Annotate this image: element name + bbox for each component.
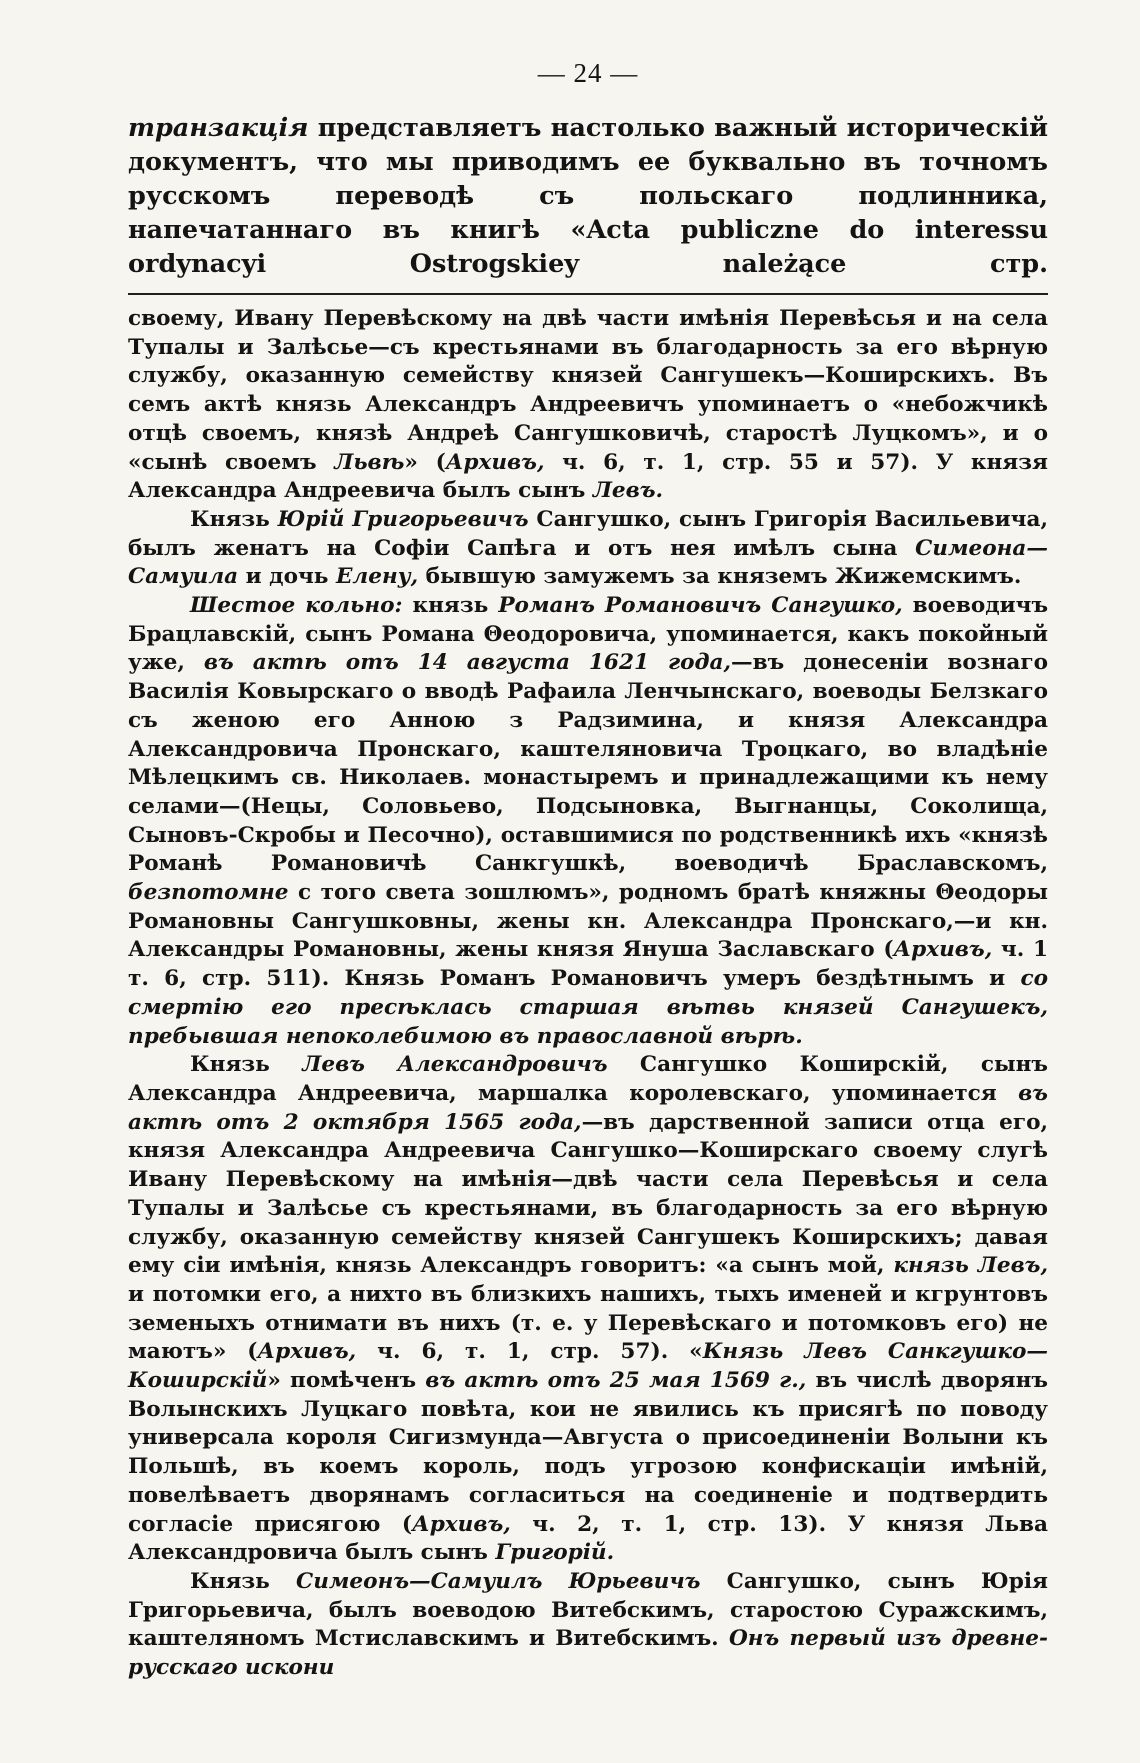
footnote-text <box>128 305 1048 1683</box>
italic-segment: Романъ Романовичъ Сангушко, <box>498 593 903 619</box>
intro-paragraph <box>128 111 1048 281</box>
body-paragraph <box>128 1051 1048 1568</box>
italic-segment: Юрій Григорьевичъ <box>277 506 529 532</box>
text-segment: Князь <box>190 1052 303 1078</box>
text-segment: ч. 6, т. 1, стр. 55 и 57). У князя Александра Андреевича былъ сынъ <box>128 449 1048 504</box>
page-number: — 24 — <box>537 58 639 88</box>
italic-segment: Архивъ, <box>445 449 545 475</box>
text-segment: воеводичъ Брацлавскій, сынъ Романа Θеодоровича, упоминается, какъ покойный уже, <box>128 593 1049 676</box>
italic-segment: въ актѣ отъ 25 мая 1569 г., <box>425 1368 807 1394</box>
text-segment: Сангушко, сынъ Григорія Васильевича, былъ женатъ на Софіи Сапѣга и отъ нея имѣлъ сына <box>128 506 1048 561</box>
italic-segment: Левъ Александровичъ <box>302 1052 608 1078</box>
intro-block <box>128 111 1048 281</box>
intro-text: представляетъ настолько важный историческій документъ, что мы приводимъ ее буквально въ точномъ русскомъ переводѣ съ польскаго подлинника, напечатаннаго въ книгѣ «Acta publiczne do interessu ordynacyi Ostrogskiey należące стр. <box>128 113 1048 279</box>
book-page <box>128 58 1048 1683</box>
italic-segment: Архивъ, <box>412 1511 511 1537</box>
text-segment: князь <box>402 593 499 619</box>
italic-segment: Львѣ <box>334 449 405 475</box>
text-segment: и дочь <box>238 564 336 590</box>
italic-segment: въ актѣ отъ 14 августа 1621 года, <box>203 650 732 676</box>
text-segment: » ( <box>404 449 446 475</box>
italic-segment: Григорій. <box>495 1540 615 1566</box>
italic-segment: Симеонъ—Самуилъ Юрьевичъ <box>296 1568 701 1594</box>
italic-segment: князь Левъ, <box>893 1253 1048 1279</box>
body-paragraph <box>128 305 1048 506</box>
italic-segment: Симеона—Самуила <box>128 535 1048 590</box>
text-segment: Князь <box>190 506 278 532</box>
text-segment: ч. 1 т. 6, стр. 511). Князь Романъ Романовичъ умеръ бездѣтнымъ и <box>128 937 1048 992</box>
intro-lead-italic: транзакція <box>128 113 309 143</box>
text-segment: своему, Ивану Перевѣскому на двѣ части имѣнія Перевѣсья и на села Тупалы и Залѣсье—съ крестьянами въ благодарность за его вѣрную службу, оказанную семейству князей Сангушекъ—Коширскихъ. Въ семъ актѣ князь Александръ Андреевичъ упоминаетъ о «небожчикѣ отцѣ своемъ, князѣ Андреѣ Сангушковичѣ, старостѣ Луцкомъ», и о «сынѣ своемъ <box>128 306 1048 475</box>
italic-segment: Архивъ, <box>893 937 993 963</box>
text-segment: —въ дарственной записи отца его, князя Александра Андреевича Сангушко—Коширскаго своему слугѣ Ивану Перевѣскому на имѣнія—двѣ части села Перевѣсья и села Тупалы и Залѣсье съ крестьянами, въ благодарность за его вѣрную службу, оказанную семейству князей Сангушекъ Коширскихъ; давая ему сіи имѣнія, князь Александръ говоритъ: «а сынъ мой, <box>128 1109 1048 1279</box>
text-segment: бывшую замужемъ за княземъ Жижемскимъ. <box>418 564 1022 590</box>
text-segment: Сангушко, сынъ Юрія Григорьевича, былъ воеводою Витебскимъ, старостою Суражскимъ, каштеляномъ Мстиславскимъ и Витебскимъ. <box>128 1568 1048 1652</box>
italic-segment: въ актѣ отъ 2 октября 1565 года, <box>128 1080 1048 1135</box>
text-segment: въ числѣ дворянъ Волынскихъ Луцкаго повѣта, кои не явились къ присягѣ по поводу универсала короля Сигизмунда—Августа о присоединеніи Волыни къ Польшѣ, въ коемъ король, подъ угрозою конфискаціи имѣній, повелѣваетъ дворянамъ согласиться на соединеніе и подтвердить согласіе присягою ( <box>128 1368 1048 1537</box>
text-segment: Князь <box>190 1568 297 1594</box>
italic-segment: Онъ первый изъ древне-русскаго искони <box>128 1626 1048 1681</box>
section-divider <box>128 293 1048 295</box>
text-segment: ч. 2, т. 1, стр. 13). У князя Льва Александровича былъ сынъ <box>128 1511 1048 1566</box>
text-segment: » помѣченъ <box>267 1368 426 1394</box>
italic-segment: Елену, <box>335 564 419 590</box>
italic-segment: Архивъ, <box>257 1339 357 1365</box>
italic-segment: безпотомне <box>128 880 289 906</box>
body-paragraph <box>128 592 1048 1051</box>
text-segment: с того света зошлюмъ», родномъ братѣ княжны Θеодоры Романовны Сангушковны, жены кн. Александра Пронскаго,—и кн. Александры Романовны, жены князя Януша Заславскаго ( <box>128 880 1048 963</box>
italic-segment: Князь Левъ Санкгушко—Коширскій <box>128 1339 1048 1394</box>
italic-segment: со смертію его пресѣклась старшая вѣтвь князей Сангушекъ, пребывшая непоколебимою въ православной вѣрѣ. <box>128 966 1048 1049</box>
text-segment: Сангушко Коширскій, сынъ Александра Андреевича, маршалка королевскаго, упоминается <box>128 1052 1048 1106</box>
text-segment: и потомки его, а нихто въ близкихъ нашихъ, тыхъ именей и кгрунтовъ земеныхъ отнимати въ нихъ (т. е. у Перевѣскаго и потомковъ его) не маютъ» ( <box>128 1281 1048 1365</box>
text-segment: ч. 6, т. 1, стр. 57). « <box>356 1339 703 1365</box>
body-paragraph <box>128 1568 1048 1683</box>
text-segment: —въ донесеніи вознаго Василія Ковырскаго о вводѣ Рафаила Ленчынскаго, воеводы Белзкаго съ женою его Анною з Радзимина, и князя Александра Александровича Пронскаго, каштеляновича Троцкаго, во владѣніе Мѣлецкимъ св. Николаев. монастыремъ и принадлежащими къ нему селами—(Нецы, Соловьево, Подсыновка, Выгнанцы, Соколища, Сыновъ-Скробы и Песочно), оставшимися по родственникѣ ихъ «князѣ Романѣ Романовичѣ Санкгушкѣ, воеводичѣ Браславскомъ, <box>128 650 1049 877</box>
body-paragraph <box>128 506 1048 592</box>
italic-segment: Шестое кольно: <box>190 593 403 619</box>
italic-segment: Левъ. <box>592 478 664 504</box>
